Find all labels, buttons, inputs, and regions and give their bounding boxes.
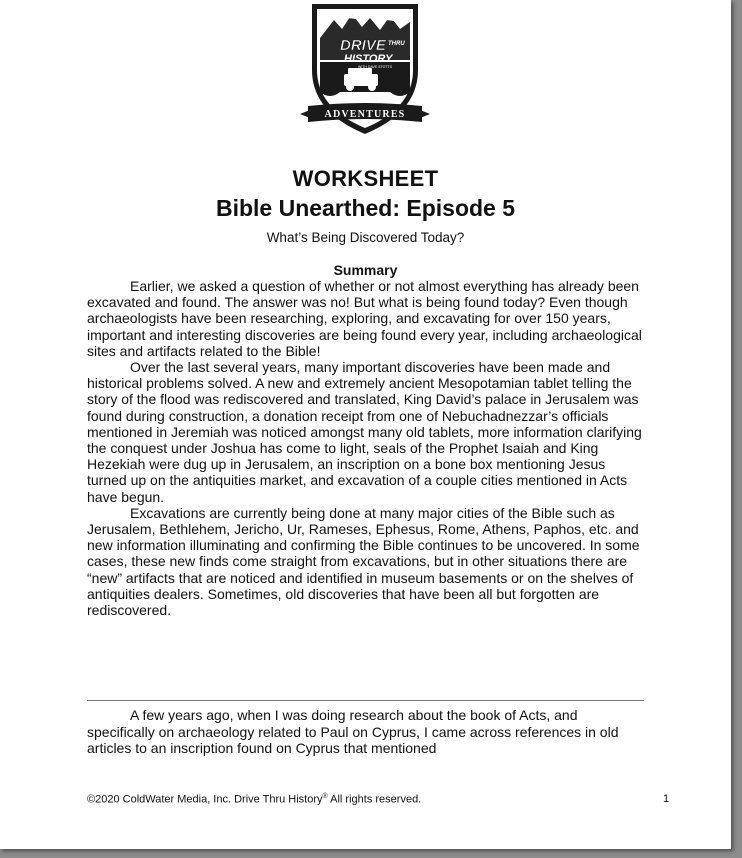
section-divider xyxy=(87,700,644,701)
registered-mark: ® xyxy=(322,793,328,800)
logo-banner: ADVENTURES xyxy=(324,109,406,120)
logo-line-drive: DRIVE xyxy=(340,37,386,54)
summary-paragraph: Excavations are currently being done at many major cities of the Bible such as Jerusalem, Bethlehem, Jericho, Ur, Rameses, Ephesus, Rome, Athens, Paphos, etc. and new information illuminating and confirming the Bible continues to be uncovered. In some cases, these new finds come straight from excavations, but in other situations there are “new” artifacts that are noticed and identified in museum basements or on the shelves of antiquities dealers. Sometimes, old discoveries that have been all but forgotten are rediscovered. xyxy=(87,504,640,619)
logo-tagline: WITH DAVE STOTTS xyxy=(358,65,392,69)
summary-paragraph: Earlier, we asked a question of whether or not almost everything has already been excavated and found. The answer was no! But what is being found today? Even though archaeologists have been researching, exploring, and excavating for over 150 years, important and interesting discoveries are being found every year, including archaeological sites and artifacts related to the Bible! xyxy=(87,278,642,359)
page-subtitle: What’s Being Discovered Today? xyxy=(266,230,465,245)
footer-copyright-text: ©2020 ColdWater Media, Inc. Drive Thru History xyxy=(87,793,323,806)
summary-heading: Summary xyxy=(333,262,398,278)
worksheet-label: WORKSHEET xyxy=(292,166,439,191)
logo-line-history: HISTORY xyxy=(344,53,393,65)
summary-paragraph: Over the last several years, many important discoveries have been made and historical problems solved. A new and extremely ancient Mesopotamian tablet telling the story of the flood was rediscovered and translated, King David’s palace in Jerusalem was found during construction, a donation receipt from one of Nebuchadnezzar’s officials mentioned in Jeremiah was noticed amongst many old tablets, more information clarifying the conquest under Joshua has come to light, seals of the Prophet Isaiah and King Hezekiah were dug up in Jerusalem, an inscription on a bone box mentioning Jesus turned up on the antiquities market, and excavation of a couple cities mentioned in Acts have begun. xyxy=(87,359,642,505)
footer-copyright xyxy=(87,793,421,806)
summary-body xyxy=(87,278,644,618)
page-title: Bible Unearthed: Episode 5 xyxy=(215,195,516,221)
footer-rights: All rights reserved. xyxy=(327,793,422,806)
drive-thru-history-logo xyxy=(300,0,430,138)
logo-line-thru: THRU xyxy=(388,41,405,47)
page-number: 1 xyxy=(663,793,670,805)
continuation-paragraph: A few years ago, when I was doing research about the book of Acts, and specifically on archaeology related to Paul on Cyprus, I came across references in old articles to an inscription found on Cyprus that mentioned xyxy=(87,707,619,756)
continuation-body xyxy=(87,707,644,757)
